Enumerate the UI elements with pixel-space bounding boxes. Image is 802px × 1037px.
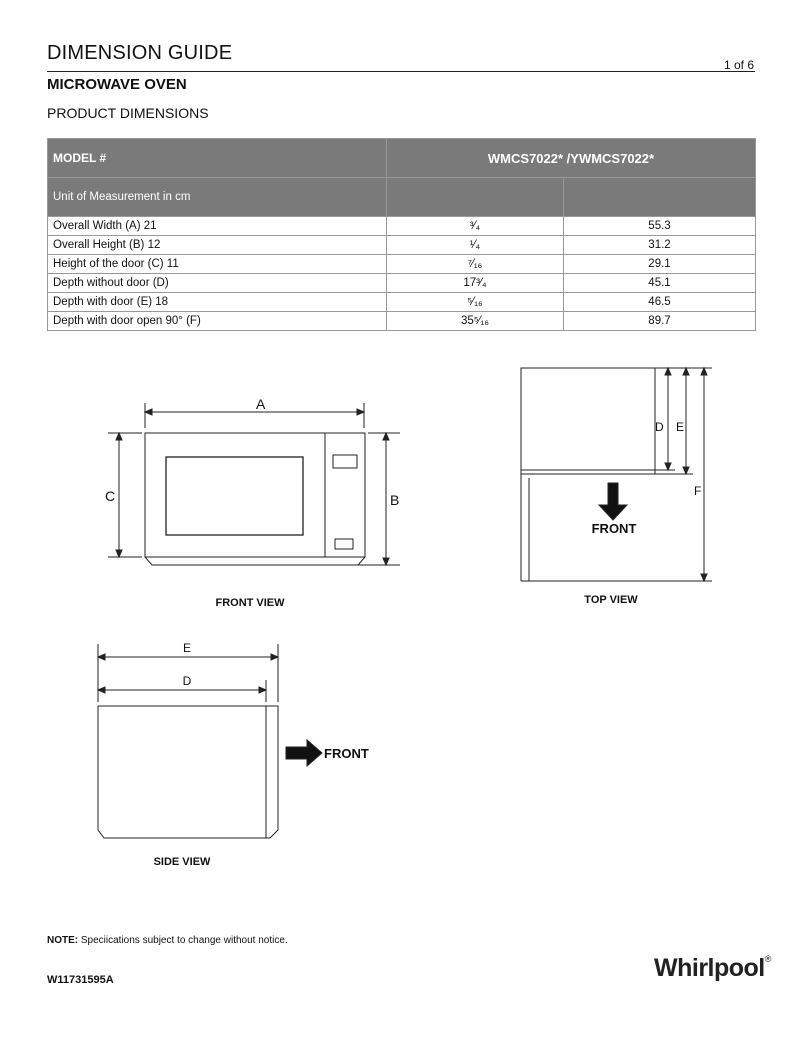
section-heading: PRODUCT DIMENSIONS	[47, 105, 209, 121]
front-view-drawing	[108, 403, 400, 565]
brand-name: Whirlpool	[654, 954, 765, 982]
row-cm-value: 45.1	[564, 274, 756, 293]
row-cm-value: 89.7	[564, 312, 756, 331]
top-label-e: E	[676, 420, 685, 434]
model-label: MODEL #	[48, 139, 387, 178]
top-view-caption: TOP VIEW	[584, 594, 638, 606]
row-label: Depth with door open 90° (F)	[48, 312, 387, 331]
top-view-drawing	[521, 368, 712, 581]
row-fraction: 17³⁄₄	[387, 274, 564, 293]
side-view-drawing	[98, 644, 322, 838]
front-label-b: B	[390, 492, 400, 508]
row-label: Depth with door (E) 18	[48, 293, 387, 312]
row-fraction: 35⁵⁄₁₆	[387, 312, 564, 331]
side-front-arrow-icon	[286, 740, 322, 766]
row-label: Height of the door (C) 11	[48, 255, 387, 274]
row-label: Overall Height (B) 12	[48, 236, 387, 255]
note-label: NOTE:	[47, 935, 79, 946]
front-view-caption: FRONT VIEW	[215, 597, 285, 609]
row-cm-value: 31.2	[564, 236, 756, 255]
front-label-a: A	[256, 396, 266, 412]
side-view-caption: SIDE VIEW	[153, 856, 211, 868]
side-label-d: D	[182, 674, 192, 688]
top-front-label: FRONT	[591, 521, 637, 536]
top-label-f: F	[694, 484, 702, 498]
front-label-c: C	[105, 488, 116, 504]
page-title: DIMENSION GUIDE	[47, 42, 233, 64]
top-front-arrow-icon	[599, 483, 627, 520]
row-fraction: ³⁄₄	[387, 217, 564, 236]
page-number: 1 of 6	[723, 58, 754, 72]
side-label-e: E	[182, 641, 192, 655]
note-text: Speciications subject to change without notice.	[78, 935, 288, 946]
brand-registered-mark: ®	[764, 954, 771, 964]
row-cm-value: 46.5	[564, 293, 756, 312]
row-fraction: ⁷⁄₁₆	[387, 255, 564, 274]
document-number: W11731595A	[47, 974, 114, 986]
side-front-label: FRONT	[324, 746, 369, 761]
top-label-d: D	[655, 420, 664, 434]
row-cm-value: 55.3	[564, 217, 756, 236]
row-fraction: ¹⁄₄	[387, 236, 564, 255]
product-subtitle: MICROWAVE OVEN	[47, 76, 187, 93]
row-cm-value: 29.1	[564, 255, 756, 274]
row-fraction: ⁵⁄₁₆	[387, 293, 564, 312]
model-value: WMCS7022* /YWMCS7022*	[387, 139, 756, 178]
footnote	[47, 935, 288, 946]
unit-label: Unit of Measurement in cm	[48, 178, 387, 217]
row-label: Overall Width (A) 21	[48, 217, 387, 236]
whirlpool-logo	[654, 954, 771, 983]
row-label: Depth without door (D)	[48, 274, 387, 293]
